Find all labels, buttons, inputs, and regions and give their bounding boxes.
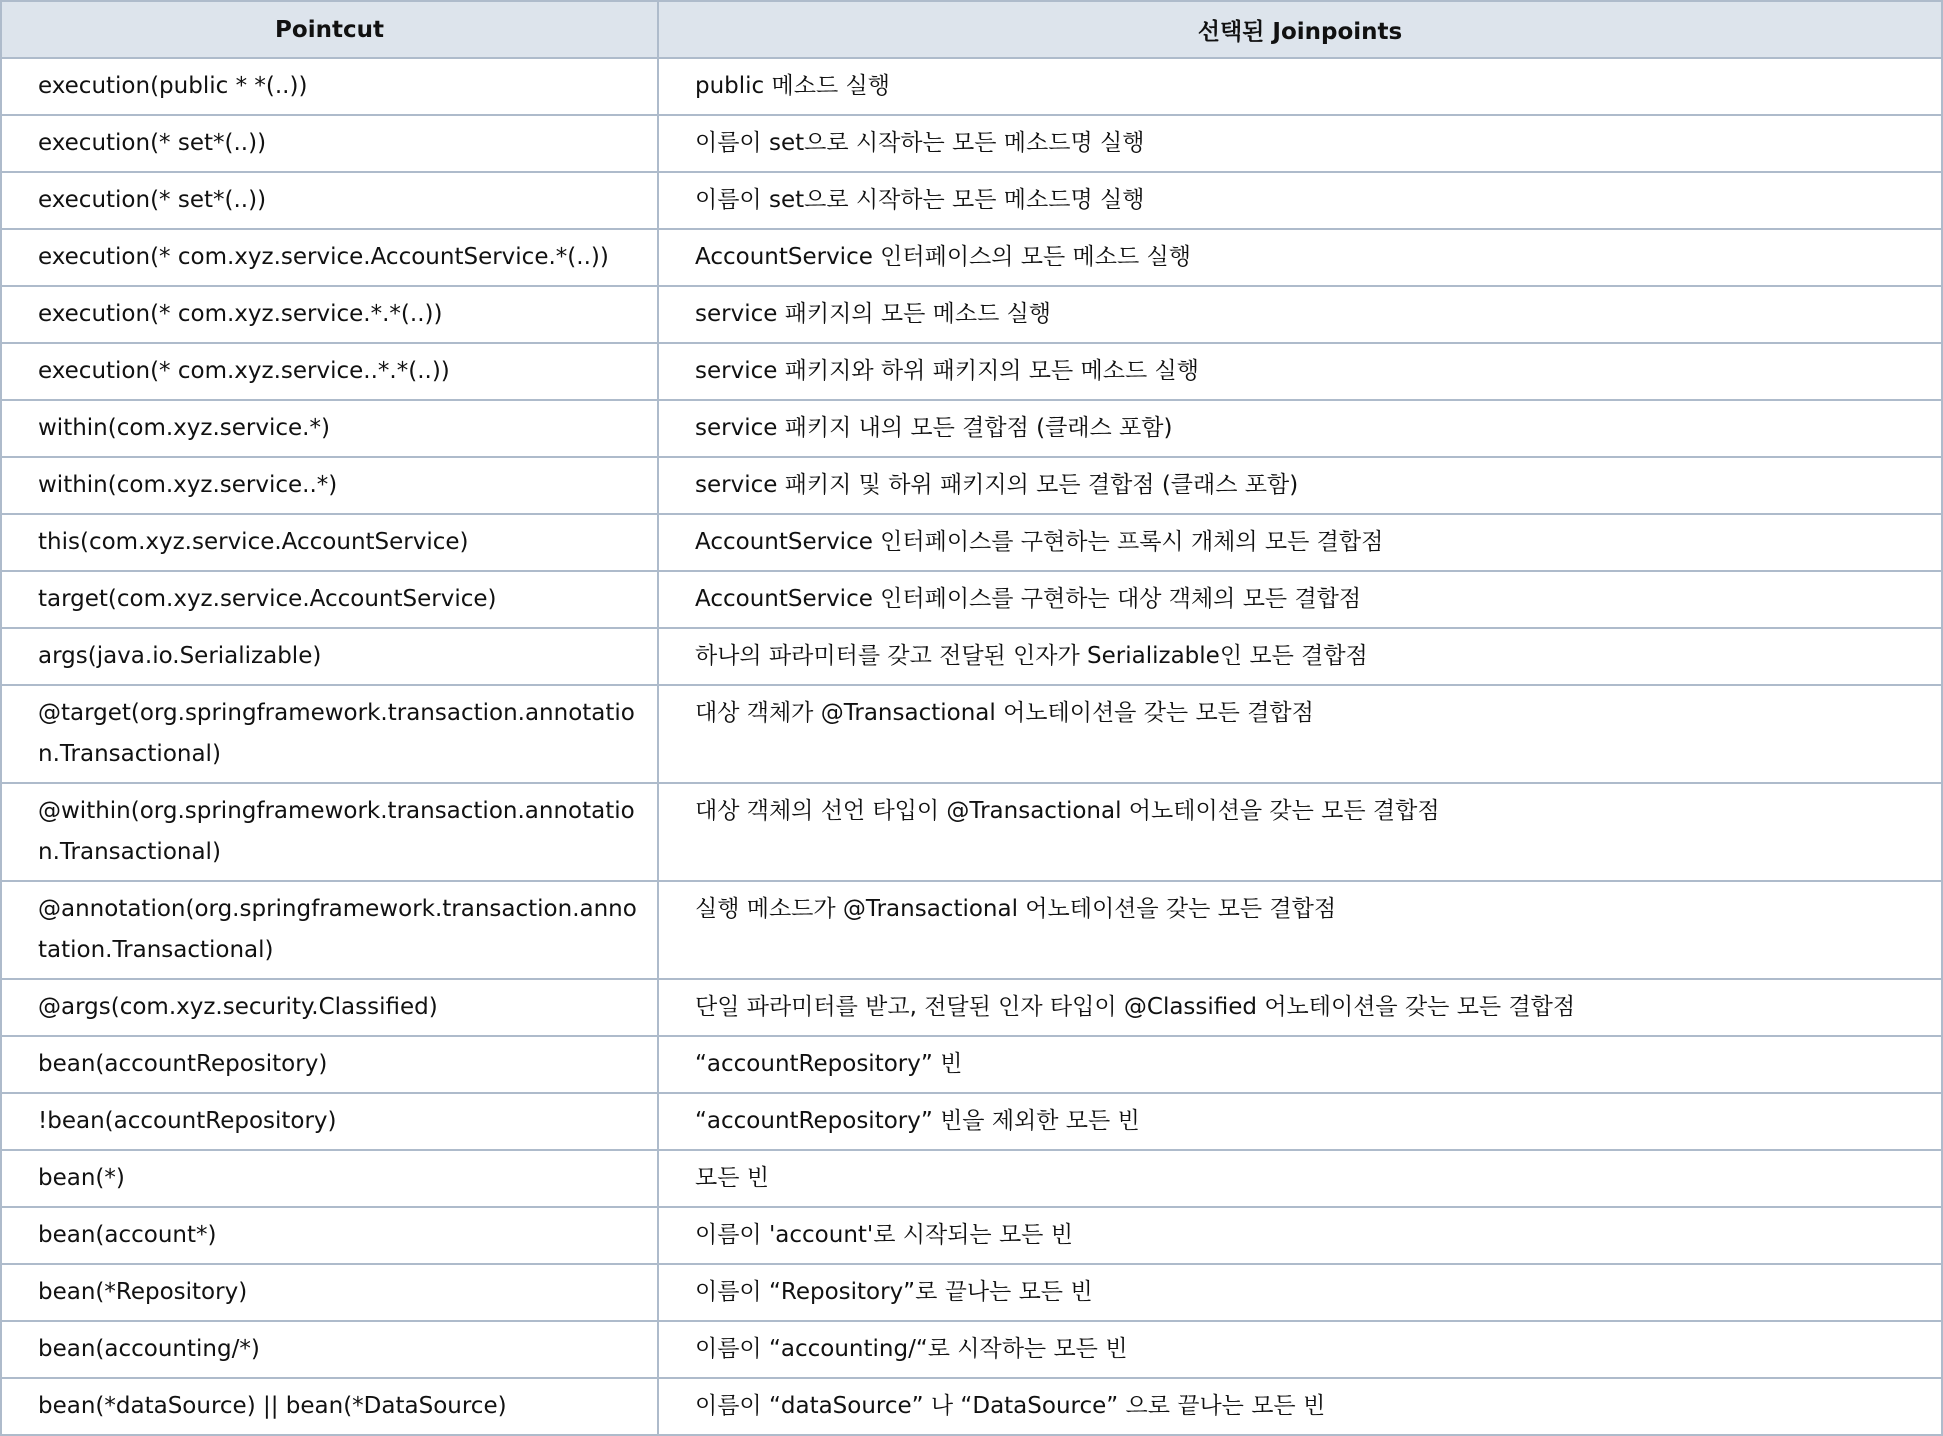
table-row [1, 1093, 1942, 1150]
joinpoints-cell: 이름이 “dataSource” 나 “DataSource” 으로 끝나는 모든 빈 [658, 1378, 1942, 1435]
pointcut-cell: bean(*dataSource) || bean(*DataSource) [1, 1378, 658, 1435]
joinpoints-cell: 대상 객체의 선언 타입이 @Transactional 어노테이션을 갖는 모든 결합점 [658, 783, 1942, 881]
pointcut-cell: args(java.io.Serializable) [1, 628, 658, 685]
joinpoints-cell: public 메소드 실행 [658, 58, 1942, 115]
table-row [1, 457, 1942, 514]
column-header-joinpoints: 선택된 Joinpoints [658, 1, 1942, 58]
table-row [1, 286, 1942, 343]
table-row [1, 229, 1942, 286]
joinpoints-cell: 이름이 set으로 시작하는 모든 메소드명 실행 [658, 172, 1942, 229]
joinpoints-cell: “accountRepository” 빈 [658, 1036, 1942, 1093]
pointcut-cell: !bean(accountRepository) [1, 1093, 658, 1150]
joinpoints-cell: 실행 메소드가 @Transactional 어노테이션을 갖는 모든 결합점 [658, 881, 1942, 979]
pointcut-cell: execution(* com.xyz.service.*.*(..)) [1, 286, 658, 343]
table-row [1, 343, 1942, 400]
pointcut-cell: @target(org.springframework.transaction.annotation.Transactional) [1, 685, 658, 783]
table-row [1, 115, 1942, 172]
pointcut-cell: @within(org.springframework.transaction.annotation.Transactional) [1, 783, 658, 881]
pointcut-cell: @args(com.xyz.security.Classified) [1, 979, 658, 1036]
table-row [1, 1378, 1942, 1435]
pointcut-cell: bean(accounting/*) [1, 1321, 658, 1378]
column-header-pointcut: Pointcut [1, 1, 658, 58]
pointcut-cell: execution(* set*(..)) [1, 172, 658, 229]
pointcut-cell: bean(*Repository) [1, 1264, 658, 1321]
joinpoints-cell: 이름이 “accounting/“로 시작하는 모든 빈 [658, 1321, 1942, 1378]
table-row [1, 514, 1942, 571]
pointcut-cell: this(com.xyz.service.AccountService) [1, 514, 658, 571]
table-body [1, 58, 1942, 1435]
table-row [1, 881, 1942, 979]
table-row [1, 400, 1942, 457]
joinpoints-cell: 이름이 'account'로 시작되는 모든 빈 [658, 1207, 1942, 1264]
table-row [1, 58, 1942, 115]
table-row [1, 783, 1942, 881]
joinpoints-cell: 이름이 “Repository”로 끝나는 모든 빈 [658, 1264, 1942, 1321]
joinpoints-cell: service 패키지 내의 모든 결합점 (클래스 포함) [658, 400, 1942, 457]
joinpoints-cell: AccountService 인터페이스를 구현하는 대상 객체의 모든 결합점 [658, 571, 1942, 628]
table-header-row [1, 1, 1942, 58]
pointcut-cell: target(com.xyz.service.AccountService) [1, 571, 658, 628]
table-row [1, 685, 1942, 783]
pointcut-cell: @annotation(org.springframework.transaction.annotation.Transactional) [1, 881, 658, 979]
pointcut-cell: execution(* set*(..)) [1, 115, 658, 172]
table-row [1, 1036, 1942, 1093]
joinpoints-cell: service 패키지의 모든 메소드 실행 [658, 286, 1942, 343]
table-row [1, 571, 1942, 628]
pointcut-cell: execution(* com.xyz.service.AccountService.*(..)) [1, 229, 658, 286]
pointcut-cell: within(com.xyz.service..*) [1, 457, 658, 514]
joinpoints-cell: AccountService 인터페이스를 구현하는 프록시 개체의 모든 결합점 [658, 514, 1942, 571]
joinpoints-cell: AccountService 인터페이스의 모든 메소드 실행 [658, 229, 1942, 286]
pointcut-cell: within(com.xyz.service.*) [1, 400, 658, 457]
table-row [1, 1207, 1942, 1264]
table-row [1, 1264, 1942, 1321]
table-row [1, 1150, 1942, 1207]
pointcut-cell: execution(public * *(..)) [1, 58, 658, 115]
joinpoints-cell: “accountRepository” 빈을 제외한 모든 빈 [658, 1093, 1942, 1150]
joinpoints-cell: 대상 객체가 @Transactional 어노테이션을 갖는 모든 결합점 [658, 685, 1942, 783]
table-row [1, 1321, 1942, 1378]
joinpoints-cell: 모든 빈 [658, 1150, 1942, 1207]
joinpoints-cell: 단일 파라미터를 받고, 전달된 인자 타입이 @Classified 어노테이션을 갖는 모든 결합점 [658, 979, 1942, 1036]
pointcut-cell: bean(*) [1, 1150, 658, 1207]
table-row [1, 979, 1942, 1036]
joinpoints-cell: 하나의 파라미터를 갖고 전달된 인자가 Serializable인 모든 결합점 [658, 628, 1942, 685]
joinpoints-cell: service 패키지와 하위 패키지의 모든 메소드 실행 [658, 343, 1942, 400]
joinpoints-cell: service 패키지 및 하위 패키지의 모든 결합점 (클래스 포함) [658, 457, 1942, 514]
table-row [1, 172, 1942, 229]
pointcut-cell: bean(accountRepository) [1, 1036, 658, 1093]
joinpoints-cell: 이름이 set으로 시작하는 모든 메소드명 실행 [658, 115, 1942, 172]
pointcut-cell: execution(* com.xyz.service..*.*(..)) [1, 343, 658, 400]
pointcut-cell: bean(account*) [1, 1207, 658, 1264]
table-row [1, 628, 1942, 685]
